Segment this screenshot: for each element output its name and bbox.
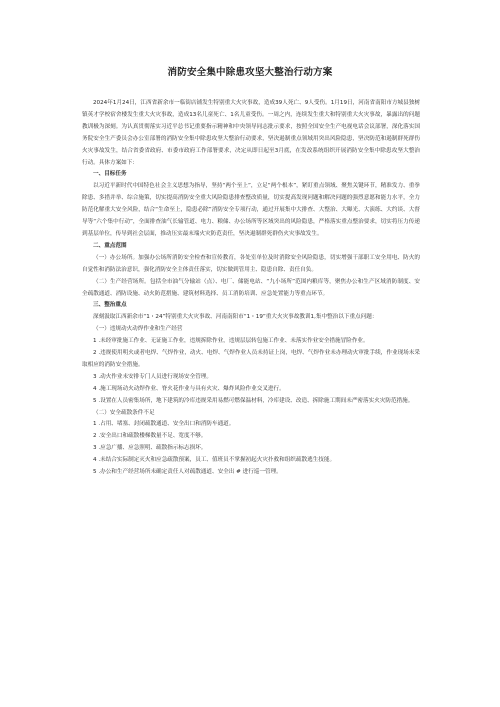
document-body [82, 98, 420, 479]
list-item: 4 .施工现场动火动焊作业、脊火花作业与具有火灾、爆炸风险作业交叉进行。 [93, 385, 285, 392]
section-heading: 三、整治重点 [93, 302, 127, 309]
section-heading: 二、重点范围 [93, 242, 127, 249]
paragraph: （二）安全疏散条件不足 [93, 409, 155, 416]
paragraph: （二）生产经营场所。包括全市油气分输站（点）、电厂、储能电站、“九小场所”范围内粮库等，聚焦办公和生产区域消防制度、安全疏散通道、消防设施、动火防范措施、建筑材料选择、员工消防培训、应急处置能力等重点环节。 [82, 278, 420, 297]
paragraph: （一）办公场所。加强办公场所消防安全检查和宣传教育，各处室单位及时消除安全风险隐患，切实增强干部职工安全用电、防火的自觉性和消防法治意识，强化消防安全主体责任落实，切实做到管用主、隐患自除、责任自负。 [82, 254, 420, 273]
list-item: 1 .未经审批施工作业、无证施工作业，违规拆除作业，违规层层转包施工作业、未落实作业安全措施冒险作业。 [93, 338, 369, 345]
paragraph: 2024年1月24日，江西省新余市一临街店铺发生特别重大火灾事故，造成39人死亡、9人受伤。1月19日，河南省南阳市方城县独树镇英才学校宿舍楼发生重大火灾事故，造成13名儿童死亡、1名儿童受伤。一周之内，连续发生重大和特别重大火灾事故，暴露出的问题教训极为深刻。为认真贯彻落实习近平总书记重要指示精神和中央领导同志批示要求，按照全国安全生产电视电话会议部署，深化落实国务院安全生产委员会办公室部署的消防安全集中除患攻坚大整治行动要求，坚决遏制重点领域用突出风险隐患，坚决防范和遏制群死群伤火灾事故发生，结合省委省政府、市委市政府工作部署要求，决定从即日起至3月底，在发改系统组织开展消防安全集中除患攻坚大整治行动。具体方案如下： [82, 100, 420, 166]
list-item: 5 .办公和生产经营场所未确定责任人对疏散通道、安全出 # 进行巡一管理。 [93, 469, 282, 476]
section-heading: 一、目标任务 [93, 171, 127, 178]
document-title: 消防安全集中除患攻坚大整治行动方案 [167, 67, 333, 78]
list-item: 3 .动火作业未安排专门人员进行现场安全管理。 [93, 373, 212, 380]
list-item: 2 .安全出口和疏散楼梯数量不足、宽度不够。 [93, 433, 207, 440]
list-item: 5 .设置在人员密集场所，地下建筑的冷库违规采用易燃可燃保温材料，冷库建设、改造、拆除施工期间未严密落实火灾防范措施。 [93, 397, 414, 404]
list-item: 2 .违规使用明火或者电焊、气焊作业，动火、电焊、气焊作业人员未持证上岗，电焊、气焊作业未办理动火审批手续，作业现场未采取相应的消防安全措施。 [82, 350, 420, 368]
paragraph: 深刻汲取江西新余市“1・24”特别重大火灾事故、河南南阳市“1・19”重大火灾事故教训1,集中整治以下重点问题： [93, 314, 378, 321]
paragraph: （一）违规动火动焊作业和生产经营 [93, 326, 183, 333]
list-item: 4 .未结合实际制定灭火和应急疏散预案，员工、值班员不掌握初起火灾扑救和组织疏散逃生技能。 [93, 457, 336, 464]
list-item: 3 .应急广播、应急照明、疏散指示标志损坏。 [93, 445, 207, 452]
list-item: 1 .占用、堵塞、封闭疏散通道、安全出口和消防车通道。 [93, 421, 235, 428]
paragraph: 以习近平新时代中国特色社会主义思想为指导，坚持“两个至上”，立足“两个根本”，紧盯重点领域、聚焦关键环节，精准发力、重拳除患、多措并举、综合施策，切实提高消防安全重大风险隐患排查整改质量，切实提高发现问题和解决问题的强烈意愿和能力水平，全力防范化解重大安全风险，结合“生命至上，隐患必除”消防安全专项行动，通过开展集中大排查、大整治、大曝光、大演练、大约谈、大督导等“六个集中行动”，全面排查油气长输管道、电力、粮储、办公场所等区域突出的风险隐患，严格落实重点整治要求，切实将压力传递到基层单位，传导到社会层面，推动压实最末端火灾防范责任，坚决遏制群死群伤火灾事故发生。 [82, 183, 420, 237]
